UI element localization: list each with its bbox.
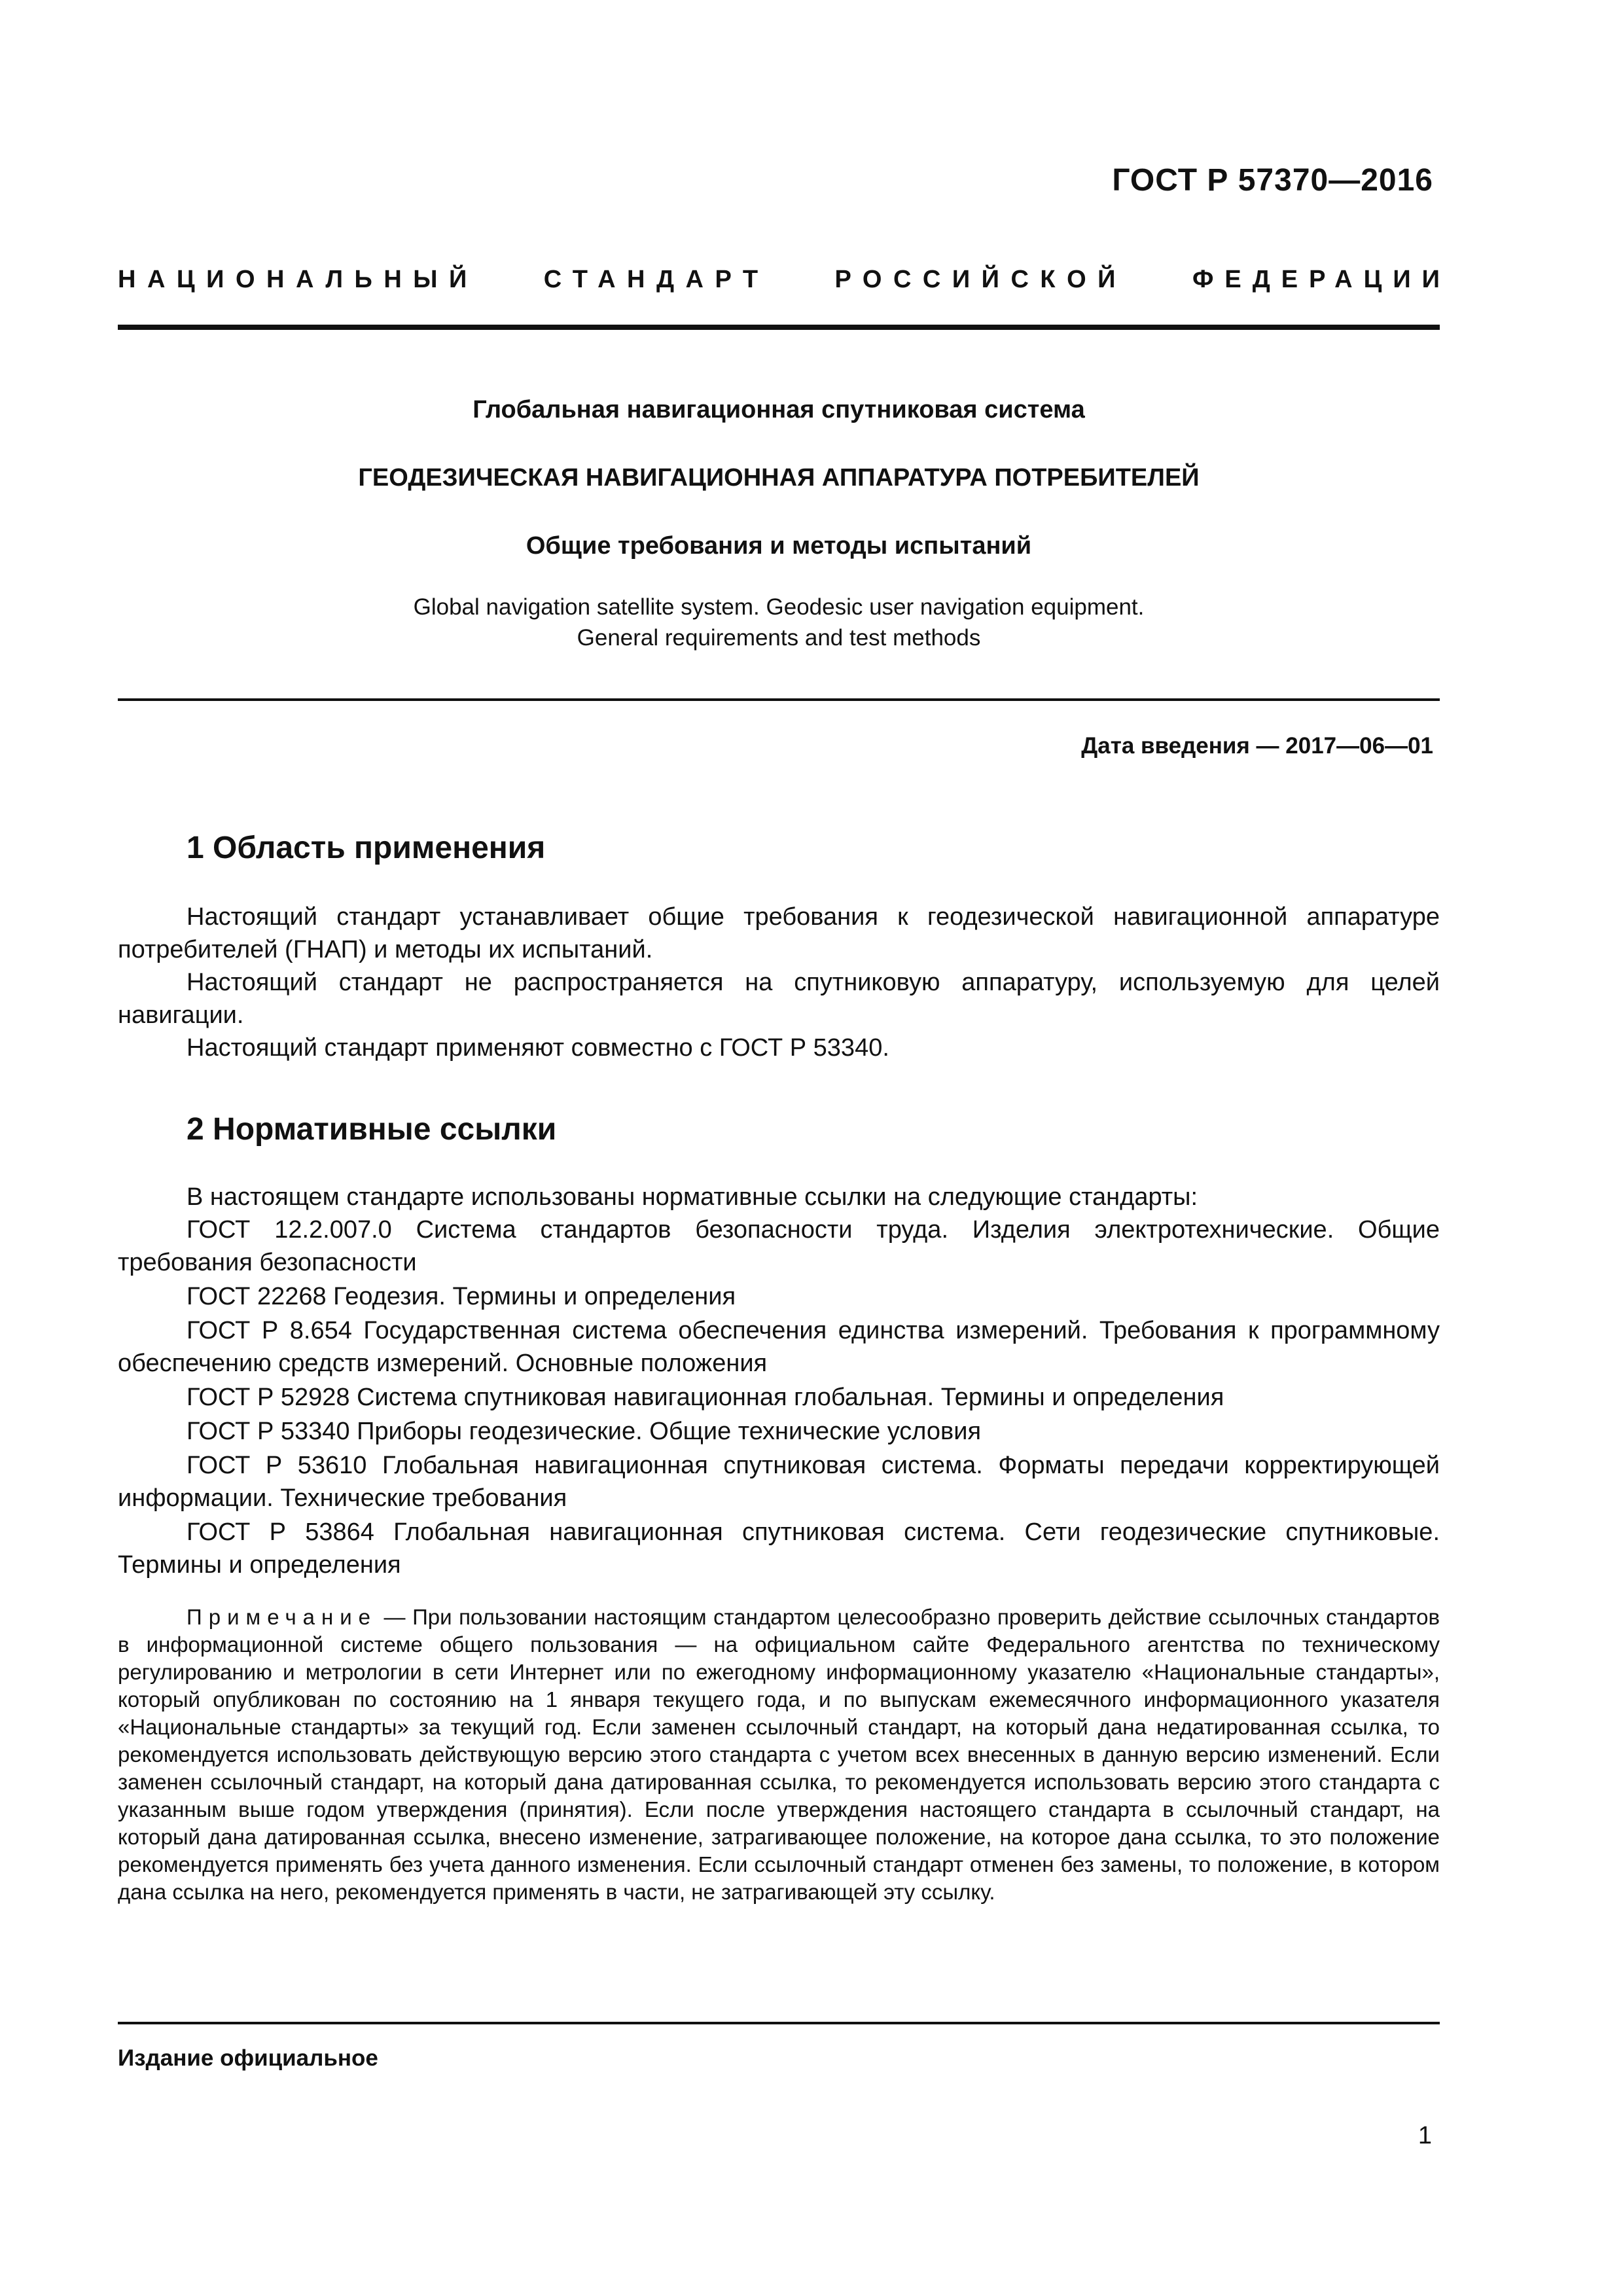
title-main: ГЕОДЕЗИЧЕСКАЯ НАВИГАЦИОННАЯ АППАРАТУРА ПОТРЕБИТЕЛЕЙ <box>358 464 1200 492</box>
title-english <box>118 592 1440 653</box>
page-number: 1 <box>1418 2122 1432 2149</box>
section-1-paragraph: Настоящий стандарт устанавливает общие требования к геодезической навигационной аппаратуре потребителей (ГНАП) и методы их испытаний. <box>118 903 1440 963</box>
title-divider <box>118 698 1440 701</box>
national-title-word: РОССИЙСКОЙ <box>834 266 1127 293</box>
national-title-word: ФЕДЕРАЦИИ <box>1192 266 1451 293</box>
title-subtitle: Общие требования и методы испытаний <box>526 532 1032 560</box>
section-1-paragraph: Настоящий стандарт применяют совместно с ГОСТ Р 53340. <box>187 1034 889 1062</box>
reference-item: ГОСТ 12.2.007.0 Система стандартов безопасности труда. Изделия электротехнические. Общие требования безопасности <box>118 1216 1440 1276</box>
reference-item: ГОСТ Р 53340 Приборы геодезические. Общие технические условия <box>187 1418 982 1445</box>
reference-item: ГОСТ Р 8.654 Государственная система обеспечения единства измерений. Требования к программному обеспечению средств измерений. Основные положения <box>118 1317 1440 1377</box>
footer-divider <box>118 2022 1440 2024</box>
section-2-heading: 2 Нормативные ссылки <box>187 1112 557 1147</box>
title-english-line: Global navigation satellite system. Geodesic user navigation equipment. <box>413 594 1145 620</box>
national-title-word: НАЦИОНАЛЬНЫЙ <box>118 266 478 293</box>
section-2-intro: В настоящем стандарте использованы нормативные ссылки на следующие стандарты: <box>187 1183 1198 1211</box>
normative-note <box>118 1604 1440 1906</box>
section-1-paragraph: Настоящий стандарт не распространяется на спутниковую аппаратуру, используемую для целей навигации. <box>118 969 1440 1029</box>
reference-item: ГОСТ Р 52928 Система спутниковая навигационная глобальная. Термины и определения <box>187 1384 1224 1411</box>
note-label: Примечание <box>187 1605 378 1629</box>
title-english-line: General requirements and test methods <box>577 625 981 651</box>
title-block <box>118 393 1440 653</box>
introduction-date: Дата введения — 2017—06—01 <box>1081 733 1433 759</box>
header-divider <box>118 325 1440 330</box>
reference-item: ГОСТ 22268 Геодезия. Термины и определения <box>187 1283 736 1310</box>
reference-item: ГОСТ Р 53864 Глобальная навигационная спутниковая система. Сети геодезические спутниковые. Термины и определения <box>118 1518 1440 1579</box>
national-standard-title <box>118 266 1451 294</box>
national-title-word: СТАНДАРТ <box>543 266 770 293</box>
title-system: Глобальная навигационная спутниковая система <box>473 396 1085 423</box>
edition-label: Издание официальное <box>118 2045 378 2071</box>
document-number: ГОСТ Р 57370—2016 <box>1112 163 1433 198</box>
reference-item: ГОСТ Р 53610 Глобальная навигационная спутниковая система. Форматы передачи корректирующей информации. Технические требования <box>118 1452 1440 1512</box>
note-text: — При пользовании настоящим стандартом целесообразно проверить действие ссылочных стандартов в информационной системе общего пользования — на официальном сайте Федерального агентства по техническому регулированию и метрологии в сети Интернет или по ежегодному информационному указателю «Национальные стандарты», который опубликован по состоянию на 1 января текущего года, и по выпускам ежемесячного информационного указателя «Национальные стандарты» за текущий год. Если заменен ссылочный стандарт, на который дана недатированная ссылка, то рекомендуется использовать действующую версию этого стандарта с учетом всех внесенных в данную версию изменений. Если заменен ссылочный стандарт, на который дана датированная ссылка, то рекомендуется использовать версию этого стандарта с указанным выше годом утверждения (принятия). Если после утверждения настоящего стандарта в ссылочный стандарт, на который дана датированная ссылка, внесено изменение, затрагивающее положение, на которое дана ссылка, то это положение рекомендуется применять без учета данного изменения. Если ссылочный стандарт отменен без замены, то положение, в котором дана ссылка на него, рекомендуется применять в части, не затрагивающей эту ссылку. <box>118 1605 1440 1904</box>
section-1-heading: 1 Область применения <box>187 831 546 865</box>
